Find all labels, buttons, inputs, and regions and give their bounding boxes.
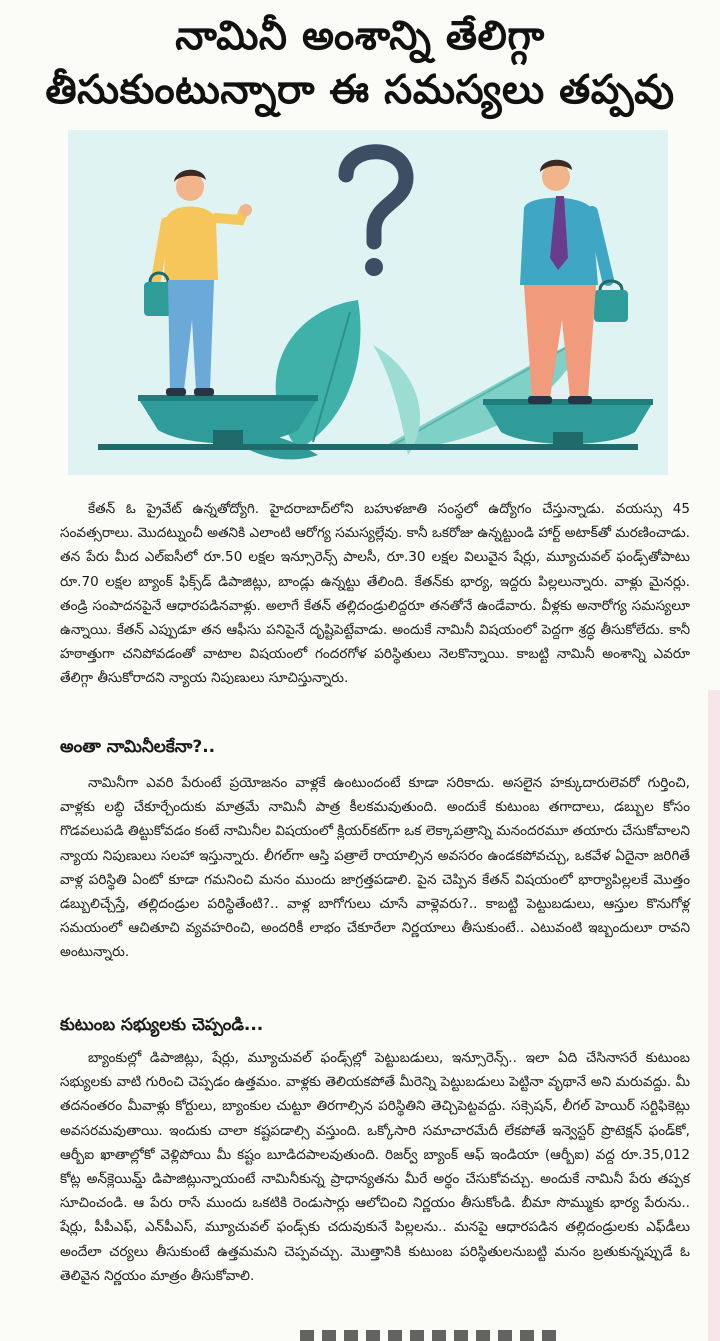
- paragraph-2: [60, 771, 690, 965]
- cut-off-text-fragment: [300, 1330, 560, 1341]
- side-margin-strip: [708, 690, 720, 1341]
- subheading-all-to-nominees: అంతా నామినీలకేనా?..: [60, 737, 216, 757]
- paragraph-1: [60, 497, 690, 691]
- paragraph-2-text: నామినీగా ఎవరి పేరుంటే ప్రయోజనం వాళ్లకే ఉంటుందంటే కూడా సరికాదు. అసలైన హక్కుదారులెవరో గుర్తించి, వాళ్లకు లబ్ధి చేకూర్చేందుకు మాత్రమే నామినీ పాత్ర కీలకమవుతుంది. అందుకే కుటుంబ తగాదాలు, డబ్బుల కోసం గొడవలుపడి తిట్టుకోవడం కంటే నామినీల విషయంలో క్లియర్‌కట్‌గా ఒక లెక్కాపత్రాన్ని మనందరమూ తయారు చేసుకోవాలని న్యాయ నిపుణులు సలహా ఇస్తున్నారు. లీగల్‌గా ఆస్తి పత్రాలే రాయాల్సిన అవసరం ఉండకపోవచ్చు, ఒకవేళ ఏదైనా జరిగితే వాళ్ల పరిస్థితి ఏంటో కూడా గమనించి మనం ముందు జాగ్రత్తపడాలి. పైన చెప్పిన కేతన్ విషయంలో భార్యాపిల్లలకే మొత్తం డబ్బులిచ్చేస్తే, తల్లిదండ్రుల పరిస్థితేంటి?.. వాళ్ల బాగోగులు చూసే వాళ్లెవరు?.. కాబట్టి పెట్టుబడులు, ఆస్తుల కొనుగోళ్ల సమయంలో ఆచితూచి వ్యవహరించి, అందరికీ లాభం చేకూరేలా నిర్ణయాలు తీసుకుంటే.. ఎటువంటి ఇబ్బందులూ రావని అంటున్నారు.: [60, 775, 690, 961]
- subheading-tell-family: కుటుంబ సభ్యులకు చెప్పండి...: [60, 1015, 264, 1035]
- paragraph-3-text: బ్యాంకుల్లో డిపాజిట్లు, షేర్లు, మ్యూచువల్ ఫండ్స్‌ల్లో పెట్టుబడులు, ఇన్సూరెన్స్.. ఇలా ఏది చేసినాసరే కుటుంబ సభ్యులకు వాటి గురించి చెప్పడం ఉత్తమం. వాళ్లకు తెలియకపోతే మీరెన్ని పెట్టుబడులు పెట్టినా వృథానే అని మరువద్దు. మీ తదనంతరం మీవాళ్లు కోర్టులు, బ్యాంకుల చుట్టూ తిరగాల్సిన పరిస్థితిని తెచ్చిపెట్టవద్దు. సక్సెషన్, లీగల్ హెయిర్ సర్టిఫికెట్లు అవసరమవుతాయి. ఇందుకు చాలా కష్టపడాల్సి వస్తుంది. ఒక్కోసారి సమాచారమేదీ లేకపోతే ఇన్వెస్టర్ ప్రొటెక్షన్ ఫండ్‌కో, ఆర్బీఐ ఖాతాల్లోకో వెళ్లిపోయి మీ కష్టం బూడిదపాలవుతుంది. రిజర్వ్ బ్యాంక్ ఆఫ్ ఇండియా (ఆర్బీఐ) వద్ద రూ.35,012 కోట్ల అన్‌క్లెయిమ్డ్ డిపాజిట్లున్నాయంటే నామినీకున్న ప్రాధాన్యతను మీరే అర్థం చేసుకోవచ్చు. అందుకే నామినీ పేరు తప్పక సూచించండి. ఆ పేరు రాసే ముందు ఒకటికి రెండుసార్లు ఆలోచించి నిర్ణయం తీసుకోండి. బీమా సొమ్ముకు భార్య పేరును.. షేర్లు, పీపీఎఫ్, ఎన్‌పీఎస్, మ్యూచువల్ ఫండ్స్‌కు చదువుకునే పిల్లలను.. మనపై ఆధారపడిన తల్లిదండ్రులకు ఎఫ్‌డీలు అందేలా చర్యలు తీసుకుంటే ఉత్తమమని చెప్పవచ్చు. మొత్తానికి కుటుంబ పరిస్థితులనుబట్టి మనం బ్రతుకున్నప్పుడే ఓ తెలివైన నిర్ణయం మాత్రం తీసుకోవాలి.: [60, 1050, 690, 1284]
- article-illustration: [68, 130, 668, 475]
- title-line-1: నామినీ అంశాన్ని తేలిగ్గా: [175, 13, 545, 59]
- paragraph-1-text: కేతన్ ఓ ప్రైవేట్ ఉన్నతోద్యోగి. హైదరాబాద్‌లోని బహుళజాతి సంస్థలో ఉద్యోగం చేస్తున్నాడు. వయస్సు 45 సంవత్సరాలు. మొదట్నుంచీ అతనికి ఎలాంటి ఆరోగ్య సమస్యల్లేవు. కానీ ఒకరోజు ఉన్నట్టుండి హార్ట్ అటాక్‌తో మరణించాడు. తన పేరు మీద ఎల్‌ఐసీలో రూ.50 లక్షల ఇన్సూరెన్స్ పాలసీ, రూ.30 లక్షల విలువైన షేర్లు, మ్యూచువల్ ఫండ్స్‌తోపాటు రూ.70 లక్షల బ్యాంక్ ఫిక్స్‌డ్ డిపాజిట్లు, బాండ్లు ఉన్నట్టు తేలింది. కేతన్‌కు భార్య, ఇద్దరు పిల్లలున్నారు. వాళ్లు మైనర్లు. తండ్రి సంపాదనపైనే ఆధారపడినవాళ్లు. అలాగే కేతన్ తల్లిదండ్రులిద్దరూ తనతోనే ఉండేవారు. వీళ్లకు అనారోగ్య సమస్యలూ ఉన్నాయి. కేతన్ ఎప్పుడూ తన ఆఫీసు పనిపైనే దృష్టిపెట్టేవాడు. అందుకే నామినీ విషయంలో పెద్దగా శ్రద్ధ తీసుకోలేదు. కానీ హఠాత్తుగా చనిపోవడంతో వాటాల విషయంలో గందరగోళ పరిస్థితులు నెలకొన్నాయి. కాబట్టి నామినీ అంశాన్ని ఎవరూ తేలిగ్గా తీసుకోరాదని న్యాయ నిపుణులు సూచిస్తున్నారు.: [60, 501, 690, 687]
- paragraph-3: [60, 1046, 690, 1288]
- title-line-2: తీసుకుంటున్నారా ఈ సమస్యలు తప్పవు: [45, 67, 675, 113]
